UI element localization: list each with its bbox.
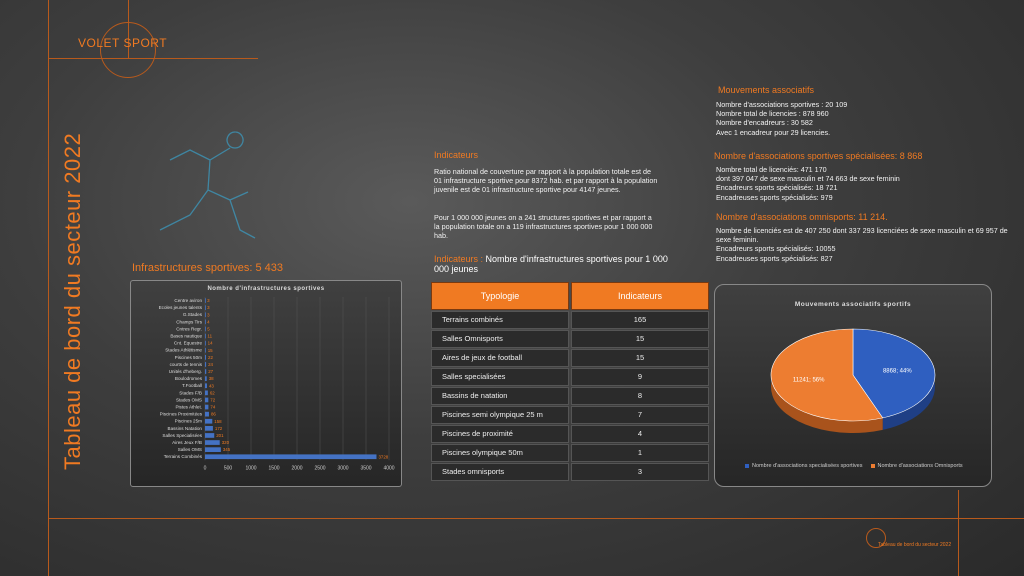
table-cell-indicateur: 1	[571, 444, 709, 463]
table-cell-typologie: Piscines semi olympique 25 m	[431, 406, 569, 425]
category-label: Champs Tirs	[176, 319, 202, 325]
category-label: Aires Jeux F/B	[172, 439, 202, 445]
logo-circle	[100, 22, 156, 78]
infra-title: Infrastructures sportives: 5 433	[132, 262, 284, 274]
table-cell-indicateur: 4	[571, 425, 709, 444]
logo: VOLET SPORT	[78, 36, 168, 50]
frame-line-bottom	[48, 518, 1024, 519]
table-cell-typologie: Salles specialisées	[431, 368, 569, 387]
table-title-rest: Nombre d'infrastructures sportives pour 1 000 000 jeunes	[434, 254, 668, 274]
pie-chart-panel	[714, 284, 992, 487]
category-label: Salles OMS	[177, 447, 202, 453]
bar	[205, 440, 220, 445]
bar	[205, 433, 214, 438]
specialisees-title: Nombre d'associations sportives spécialisées: 8 868	[714, 151, 923, 161]
table-cell-indicateur: 7	[571, 406, 709, 425]
indicateurs-p1: Ratio national de couverture par rapport à la population totale est de 01 infrastructure sportive pour 8372 hab. et par rapport à la population juvenile est de 01 infrastructure sportive pour 4147 jeunes.	[434, 167, 658, 195]
table-cell-typologie: Piscines de proximité	[431, 425, 569, 444]
category-label: Stades F/B	[179, 390, 202, 396]
category-label: Cnt. Equestre	[173, 340, 202, 346]
bar-value-label: 3728	[378, 454, 389, 460]
bar-value-label: 22	[208, 354, 213, 360]
bar-value-label: 74	[210, 404, 216, 410]
category-label: Terrains Combinés	[163, 454, 202, 460]
bar	[205, 327, 206, 332]
legend-label-specialisees: Nombre d'associations specialisées sportives	[752, 463, 863, 469]
bar-value-label: 4	[207, 319, 210, 325]
table-row	[431, 463, 709, 482]
bar-value-label: 3	[207, 312, 210, 318]
specialisees-line: dont 397 047 de sexe masculin et 74 663 de sexe feminin	[716, 174, 900, 184]
category-label: Bassins Natation	[167, 425, 202, 431]
bar-value-label: 201	[216, 433, 224, 439]
pie-chart	[715, 313, 991, 463]
category-label: Piscines 25m	[174, 418, 202, 424]
legend-swatch-specialisees	[745, 464, 749, 468]
table-title-prefix: Indicateurs :	[434, 254, 486, 264]
frame-line-right	[958, 490, 959, 576]
bar-chart-panel	[130, 280, 402, 487]
table-row	[431, 330, 709, 349]
category-label: Ecoles jeunes talents	[158, 305, 202, 311]
table-cell-typologie: Aires de jeux de football	[431, 349, 569, 368]
pie-chart-title: Mouvements associatifs sportifs	[794, 301, 912, 308]
table-row	[431, 425, 709, 444]
mouvements-lines	[716, 100, 1016, 137]
indicateurs-table	[431, 282, 709, 481]
table-cell-typologie: Terrains combinés	[431, 311, 569, 330]
bar-value-label: 72	[210, 397, 216, 403]
table-row	[431, 387, 709, 406]
category-label: Stades Athlétisme	[165, 347, 202, 353]
bar	[205, 405, 208, 410]
mouvements-line: Nombre d'associations sportives : 20 109	[716, 100, 848, 109]
bar-value-label: 62	[209, 390, 215, 396]
category-label: Piscines Proximitées	[159, 411, 202, 417]
category-label: Salles Specialisées	[162, 432, 202, 438]
bar-chart	[131, 293, 401, 483]
bar	[205, 454, 376, 459]
omnisports-line: Encadreuses sports spécialisés: 827	[716, 253, 833, 263]
bar	[205, 419, 212, 424]
table-cell-typologie: Piscines olympique 50m	[431, 444, 569, 463]
pie-data-label: 11241; 56%	[792, 377, 825, 384]
bar-value-label: 24	[208, 362, 213, 368]
bar	[205, 426, 213, 431]
x-tick-label: 1000	[245, 465, 257, 472]
omnisports-line: Nombre de licenciés est de 407 250 dont 337 293 licenciées de sexe masculin et 69 957 de sexe feminin.	[716, 226, 1008, 245]
bar-value-label: 320	[221, 440, 230, 446]
mouvements-line: Nombre d'encadreurs : 30 582	[716, 118, 813, 128]
table-cell-typologie: Bassins de natation	[431, 387, 569, 406]
mouvements-line: Avec 1 encadreur pour 29 licencies.	[716, 127, 831, 137]
category-label: Unités d'heberg.	[168, 368, 202, 374]
table-header	[431, 282, 709, 310]
pie-legend	[745, 463, 963, 469]
specialisees-line: Encadreurs sports spécialisés: 18 721	[716, 183, 838, 193]
frame-line-left	[48, 0, 49, 576]
category-label: Piscines 50m	[174, 354, 202, 360]
table-cell-typologie: Stades omnisports	[431, 463, 569, 482]
omnisports-lines	[716, 226, 1022, 263]
table-cell-indicateur: 3	[571, 463, 709, 482]
category-label: Centre aviron	[174, 297, 202, 303]
bar-value-label: 27	[208, 369, 214, 375]
category-label: Boulodromes	[174, 376, 202, 382]
legend-label-omnisports: Nombre d'associations Omnisports	[877, 463, 963, 469]
table-row	[431, 406, 709, 425]
indicateurs-p2: Pour 1 000 000 jeunes on a 241 structures sportives et par rapport a la population totale on a 119 infrastructures sportives pour 1 000 000 hab.	[434, 213, 653, 241]
bar	[205, 369, 206, 374]
bar-value-label: 5	[207, 326, 210, 332]
vertical-title: Tableau de bord du secteur 2022	[60, 132, 85, 470]
bar	[205, 383, 207, 388]
category-label: G.Stades	[182, 312, 202, 318]
x-tick-label: 4000	[383, 465, 395, 472]
bar	[205, 355, 206, 360]
table-header-indicateurs: Indicateurs	[571, 282, 709, 310]
bar	[205, 398, 208, 403]
bar-value-label: 15	[207, 347, 213, 353]
category-label: Bases nautique	[170, 333, 202, 339]
bar	[205, 376, 207, 381]
x-tick-label: 3000	[337, 465, 349, 472]
bar	[205, 320, 206, 325]
bar	[205, 391, 208, 396]
bar	[205, 412, 209, 417]
table-cell-indicateur: 8	[571, 387, 709, 406]
table-cell-indicateur: 9	[571, 368, 709, 387]
bar-value-label: 14	[207, 340, 213, 346]
table-row	[431, 368, 709, 387]
mouvements-title: Mouvements associatifs	[718, 85, 815, 95]
runner-icon	[150, 120, 270, 260]
table-row	[431, 349, 709, 368]
bar-value-label: 158	[214, 418, 222, 424]
specialisees-line: Nombre total de licenciés: 471 170	[716, 165, 827, 174]
category-label: Stades OMS	[175, 397, 202, 403]
omnisports-line: Encadreurs sports spécialisés: 10055	[716, 244, 836, 254]
table-cell-indicateur: 15	[571, 330, 709, 349]
bar-value-label: 3	[207, 298, 210, 304]
category-label: Cntres Regr.	[176, 326, 202, 332]
legend-swatch-omnisports	[871, 464, 875, 468]
pie-data-label: 8868; 44%	[882, 368, 912, 375]
bar-value-label: 11	[207, 333, 213, 339]
bar-value-label: 3	[207, 305, 210, 311]
bar	[205, 305, 206, 310]
bar-value-label: 86	[210, 411, 216, 417]
bar	[205, 312, 206, 317]
specialisees-line: Encadreuses sports spécialisés: 979	[716, 192, 833, 202]
bar	[205, 348, 206, 353]
bar-value-label: 345	[222, 447, 231, 453]
category-label: T.Football	[182, 383, 202, 389]
x-tick-label: 0	[203, 465, 207, 472]
bar-chart-title: Nombre d'infrastructures sportives	[207, 286, 325, 292]
bar	[205, 447, 221, 452]
x-tick-label: 500	[223, 465, 233, 472]
bar-value-label: 172	[214, 425, 223, 431]
table-cell-typologie: Salles Omnisports	[431, 330, 569, 349]
bar	[205, 362, 206, 367]
table-cell-indicateur: 165	[571, 311, 709, 330]
bar-value-label: 43	[208, 383, 214, 389]
x-tick-label: 2000	[291, 465, 303, 472]
table-row	[431, 311, 709, 330]
bar	[205, 298, 206, 303]
table-row	[431, 444, 709, 463]
footer-text: Tableau de bord du secteur 2022	[878, 542, 952, 548]
table-body	[431, 311, 709, 482]
x-tick-label: 1500	[268, 465, 280, 472]
table-header-typologie: Typologie	[431, 282, 569, 310]
category-label: courts de tennis	[169, 361, 202, 367]
table-title	[434, 254, 674, 274]
omnisports-title: Nombre d'associations omnisports: 11 214.	[716, 212, 888, 222]
bar	[205, 334, 206, 339]
table-cell-indicateur: 15	[571, 349, 709, 368]
bar	[205, 341, 206, 346]
category-label: Pistes Athlet.	[175, 404, 202, 410]
indicateurs-title: Indicateurs	[434, 150, 479, 160]
bar-value-label: 38	[208, 376, 214, 382]
x-tick-label: 2500	[314, 465, 326, 472]
mouvements-line: Nombre total de licencies : 878 960	[716, 109, 829, 119]
specialisees-lines	[716, 165, 1016, 202]
x-tick-label: 3500	[360, 465, 372, 472]
